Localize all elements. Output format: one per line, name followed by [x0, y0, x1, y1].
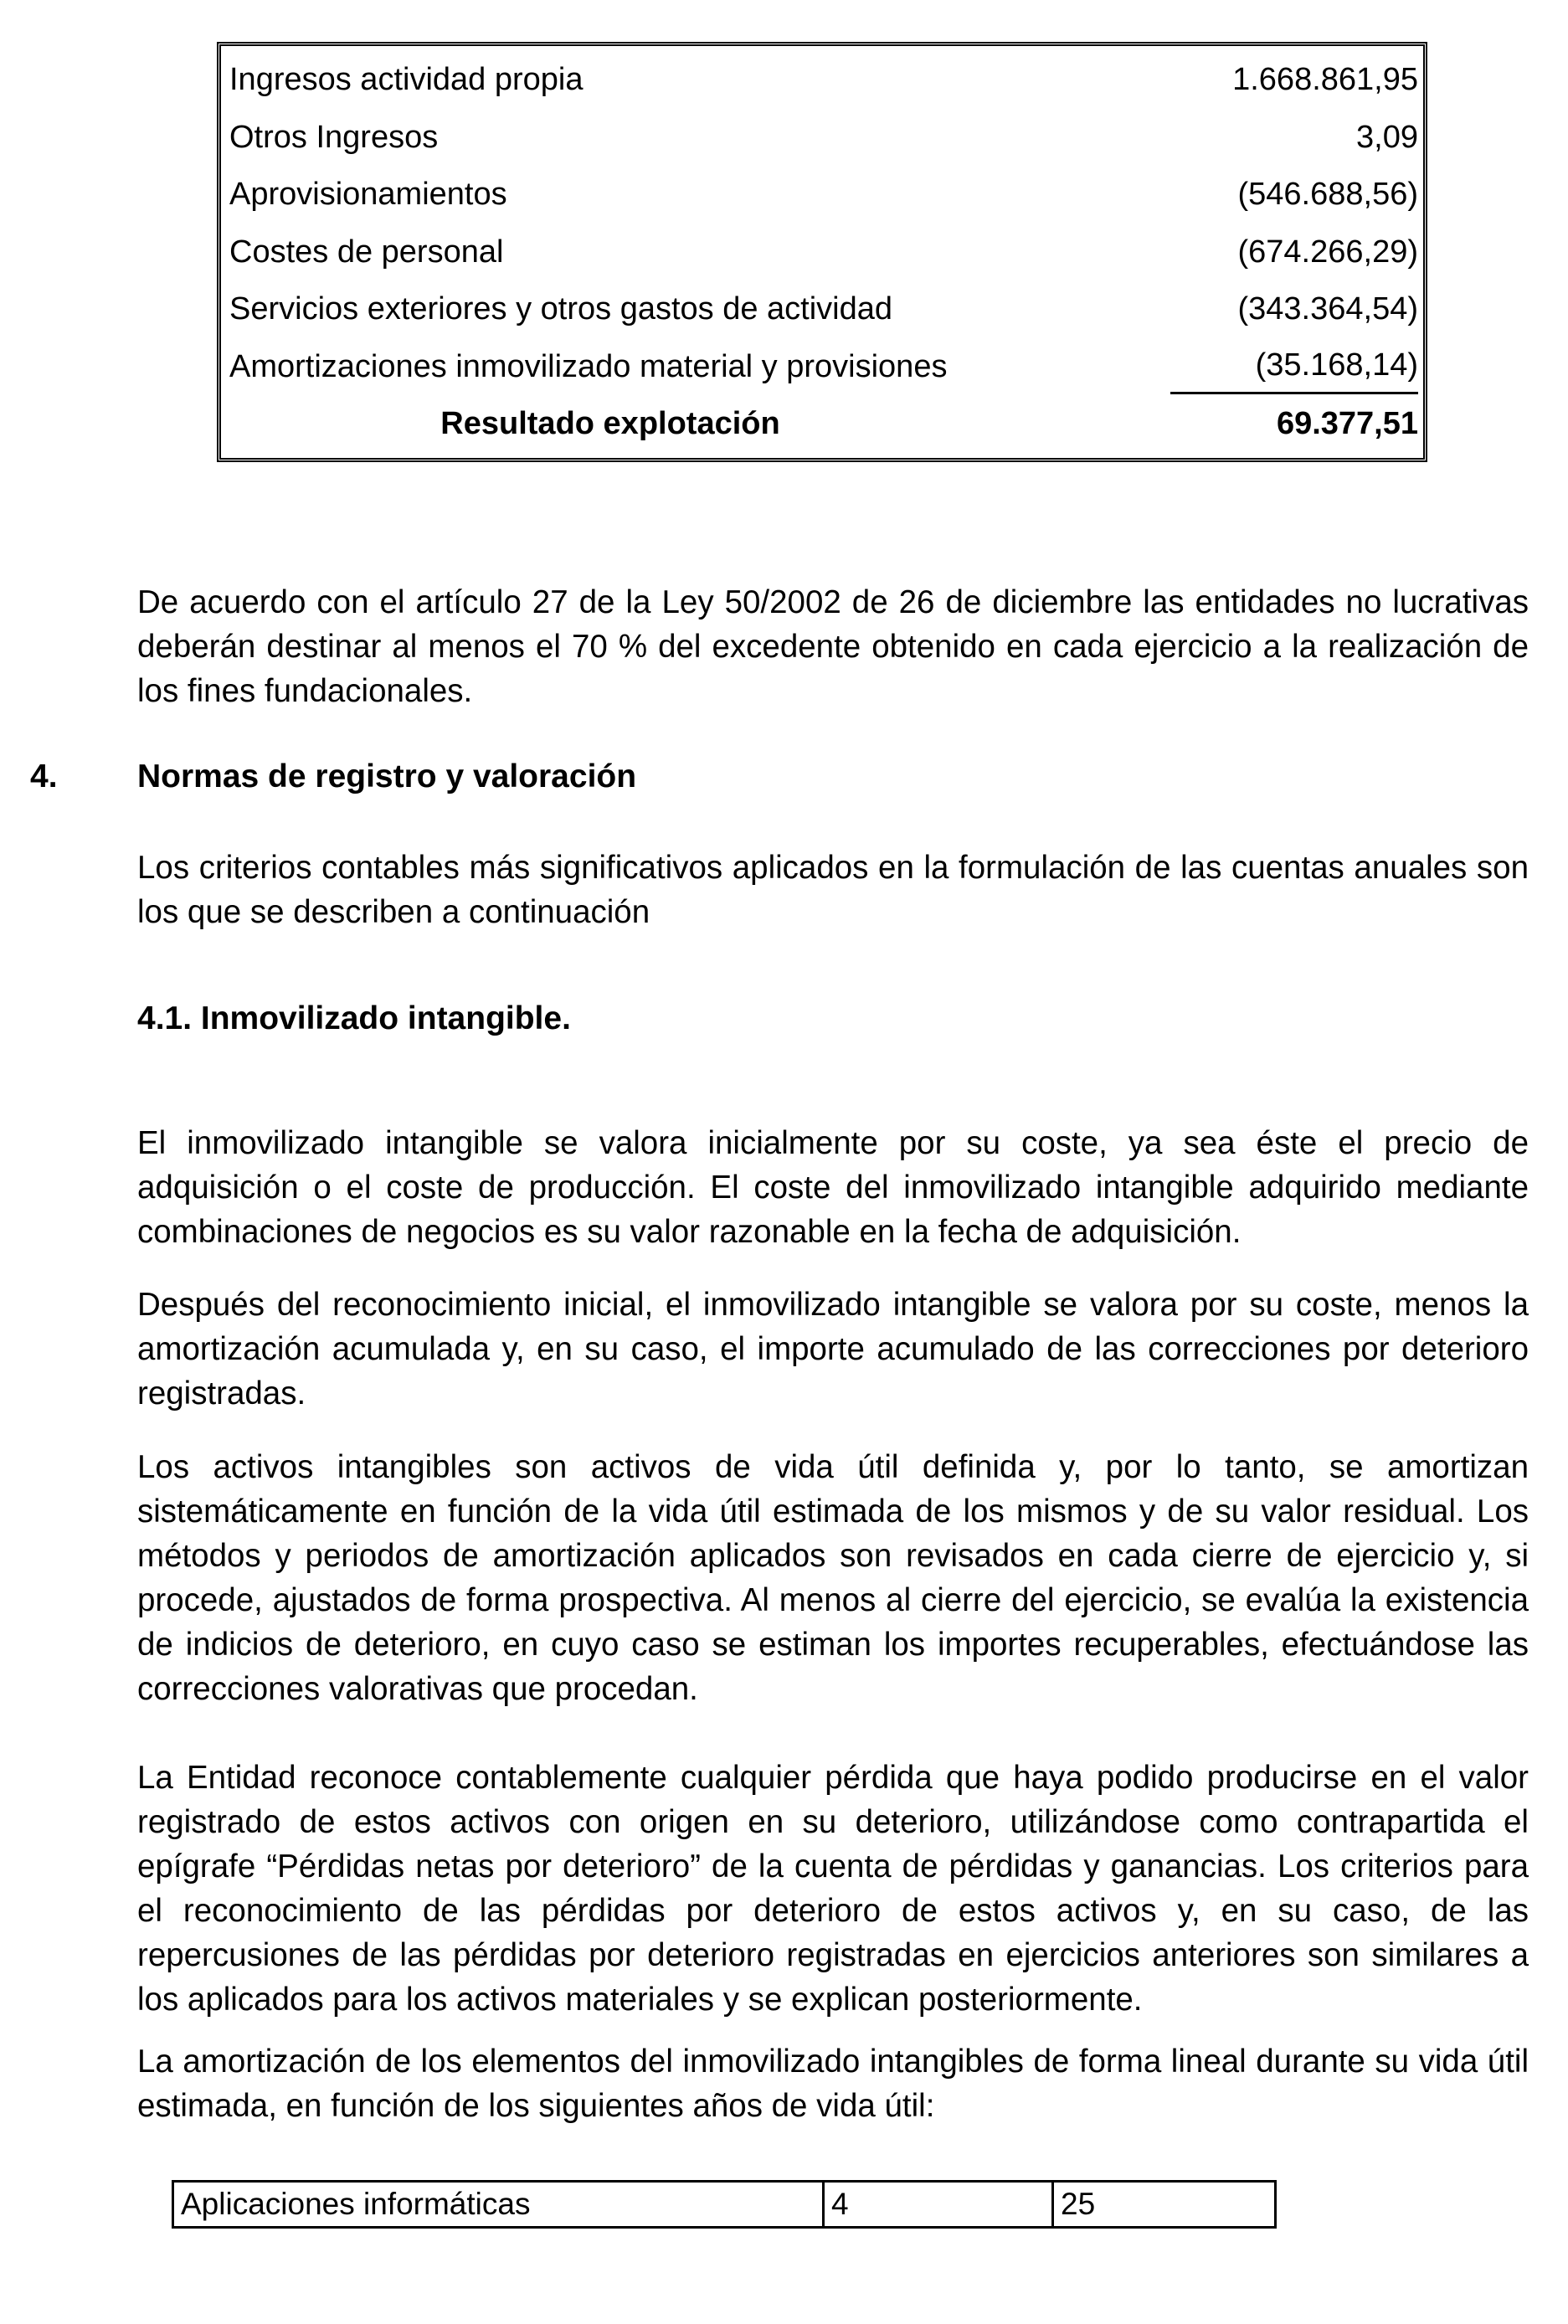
table-row — [229, 224, 1418, 281]
row-amount: (546.688,56) — [1237, 177, 1418, 213]
asset-name: Aplicaciones informáticas — [174, 2183, 825, 2226]
total-amount: 69.377,51 — [1276, 406, 1418, 442]
row-amount: (343.364,54) — [1237, 291, 1418, 327]
total-row — [229, 395, 1418, 453]
paragraph: El inmovilizado intangible se valora inicialmente por su coste, ya sea éste el precio de adquisición o el coste de producción. El coste del inmovilizado intangible adquirido mediante combinaciones de negocios es su valor razonable en la fecha de adquisición. — [137, 1125, 1529, 1250]
section-intro: Los criterios contables más significativos aplicados en la formulación de las cuentas anuales son los que se describen a continuación — [137, 850, 1529, 930]
years-value: 4 — [825, 2183, 1054, 2226]
row-amount: (674.266,29) — [1237, 234, 1418, 270]
row-label: Costes de personal — [229, 234, 504, 270]
table-row — [229, 109, 1418, 167]
paragraph: La Entidad reconoce contablemente cualquier pérdida que haya podido producirse en el valor registrado de estos activos con origen en su deterioro, utilizándose como contrapartida el epígrafe “Pérdidas netas por deterioro” de la cuenta de pérdidas y ganancias. Los criterios para el reconocimiento de las pérdidas por deterioro de estos activos y, en su caso, de las repercusiones de las pérdidas por deterioro registradas en ejercicios anteriores son similares a los aplicados para los activos materiales y se explican posteriormente. — [137, 1760, 1529, 2018]
percent-value: 25 — [1061, 2187, 1096, 2221]
row-amount: (35.168,14) — [1170, 338, 1418, 394]
paragraph: La amortización de los elementos del inmovilizado intangibles de forma lineal durante su vida útil estimada, en función de los siguientes años de vida útil: — [137, 2044, 1529, 2124]
row-label: Aprovisionamientos — [229, 177, 507, 213]
subsection-title: 4.1. Inmovilizado intangible. — [137, 1000, 571, 1036]
row-label: Otros Ingresos — [229, 119, 439, 155]
section-number: 4. — [30, 758, 58, 794]
paragraph: Después del reconocimiento inicial, el inmovilizado intangible se valora por su coste, menos la amortización acumulada y, en su caso, el importe acumulado de las correcciones por deterioro registradas. — [137, 1287, 1529, 1411]
results-table — [217, 42, 1427, 462]
table-row — [229, 51, 1418, 109]
row-label: Ingresos actividad propia — [229, 62, 584, 98]
row-amount: 1.668.861,95 — [1232, 62, 1418, 98]
table-row — [229, 280, 1418, 338]
row-amount: 3,09 — [1356, 119, 1418, 155]
intro-paragraph: De acuerdo con el artículo 27 de la Ley 50/2002 de 26 de diciembre las entidades no lucrativas deberán destinar al menos el 70 % del excedente obtenido en cada ejercicio a la realización de los fines fundacionales. — [137, 584, 1529, 709]
paragraph: Los activos intangibles son activos de vida útil definida y, por lo tanto, se amortizan sistemáticamente en función de la vida útil estimada de los mismos y de su valor residual. Los métodos y periodos de amortización aplicados son revisados en cada cierre de ejercicio y, si procede, ajustados de forma prospectiva. Al menos al cierre del ejercicio, se evalúa la existencia de indicios de deterioro, en cuyo caso se estiman los importes recuperables, efectuándose las correcciones valorativas que procedan. — [137, 1449, 1529, 1707]
section-title: Normas de registro y valoración — [137, 758, 637, 794]
row-label: Amortizaciones inmovilizado material y provisiones — [229, 348, 948, 384]
table-row — [229, 338, 1418, 396]
total-label: Resultado explotación — [440, 406, 780, 442]
table-row — [229, 166, 1418, 224]
row-label: Servicios exteriores y otros gastos de actividad — [229, 291, 893, 327]
useful-life-table — [172, 2180, 1277, 2229]
